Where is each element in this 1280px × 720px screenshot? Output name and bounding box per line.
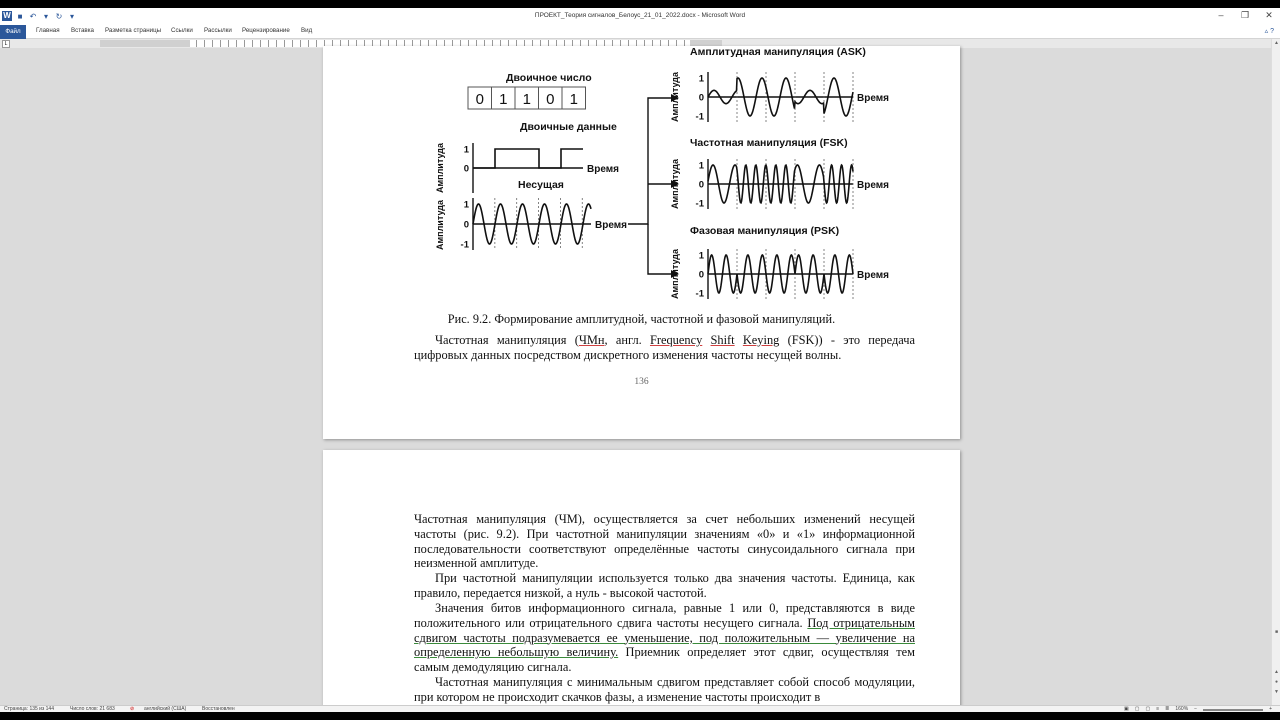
- para-underlined: Под отрицательным сдвигом частоты подразумевается ее уменьшение, под положительным — увеличение на определенную небольшую величину.: [414, 615, 915, 660]
- time-label: Время: [857, 270, 889, 281]
- page-indicator[interactable]: Страница: 135 из 144: [4, 706, 54, 712]
- tick-label: 1: [463, 144, 469, 156]
- close-icon[interactable]: ✕: [1265, 10, 1273, 20]
- tick-label: 1: [698, 73, 704, 85]
- window-title: ПРОЕКТ_Теория сигналов_Белоус_21_01_2022.docx - Microsoft Word: [534, 12, 746, 19]
- zoom-in-icon[interactable]: +: [1269, 706, 1272, 712]
- full-screen-icon[interactable]: ▢: [1134, 706, 1140, 712]
- language-indicator[interactable]: английский (США): [144, 706, 187, 712]
- tab-home[interactable]: Главная: [36, 27, 60, 34]
- undo-dropdown-icon[interactable]: ▾: [43, 11, 48, 21]
- print-layout-icon[interactable]: ▣: [1124, 706, 1129, 712]
- tick-label: 1: [698, 250, 704, 262]
- carrier-label: Несущая: [518, 179, 564, 191]
- tab-review[interactable]: Рецензирование: [242, 27, 290, 34]
- time-label: Время: [595, 220, 627, 231]
- paragraph-2: При частотной манипуляции используется только два значения частоты. Единица, как правило, передается низкой, а нуль - высокой частотой.: [414, 571, 915, 600]
- save-icon[interactable]: ■: [17, 11, 23, 21]
- paragraph-1: Частотная манипуляция (ЧМ), осуществляется за счет небольших изменений несущей частоты (рис. 9.2). При частотной манипуляции значениям «0» и «1» информационной последовательности соответствуют определённые частоты синусоидального сигнала при неизменной амплитуде.: [414, 512, 915, 571]
- amplitude-label: Амплитуда: [670, 72, 680, 122]
- customize-qat-icon[interactable]: ▾: [69, 11, 74, 21]
- next-page-icon[interactable]: ▼: [1274, 689, 1279, 695]
- tab-file[interactable]: Файл: [0, 25, 26, 39]
- tab-page-layout[interactable]: Разметка страницы: [105, 27, 162, 34]
- para-chmn: ЧМн: [578, 333, 605, 347]
- title-bar: [0, 8, 1280, 25]
- tab-insert[interactable]: Вставка: [71, 27, 94, 34]
- paragraph-4: Частотная манипуляция с минимальным сдвигом представляет собой способ модуляции, при котором не происходит скачков фазы, а изменение частоты происходит в: [414, 675, 915, 704]
- tick-label: -1: [695, 288, 704, 300]
- bit-value: 1: [522, 91, 531, 108]
- ask-plot: [670, 71, 889, 122]
- fsk-definition-paragraph: [414, 333, 915, 363]
- prev-page-icon[interactable]: ▲: [1274, 669, 1279, 675]
- tick-label: 0: [698, 269, 704, 281]
- document-page-137[interactable]: [323, 450, 960, 712]
- para-keying: Keying: [742, 333, 780, 347]
- bit-boxes: [468, 87, 586, 109]
- tick-label: 1: [698, 160, 704, 172]
- ruler-left-margin: [100, 40, 190, 47]
- time-label: Время: [857, 180, 889, 191]
- minimize-icon[interactable]: –: [1218, 10, 1224, 20]
- time-label: Время: [587, 164, 619, 175]
- time-label: Время: [857, 93, 889, 104]
- redo-icon[interactable]: ↻: [55, 11, 63, 21]
- para-frequency: Frequency: [649, 333, 703, 347]
- modulation-figure: [433, 46, 889, 308]
- zoom-slider[interactable]: [1203, 709, 1263, 711]
- bit-value: 1: [499, 91, 508, 108]
- draft-icon[interactable]: ≣: [1165, 706, 1170, 712]
- binary-data-waveform: [473, 149, 583, 168]
- tab-references[interactable]: Ссылки: [171, 27, 193, 34]
- word-count[interactable]: Число слов: 21 683: [70, 706, 115, 712]
- tab-view[interactable]: Вид: [301, 27, 313, 34]
- zoom-out-icon[interactable]: −: [1194, 706, 1198, 712]
- para-text: [735, 333, 743, 347]
- ribbon-tabs: [0, 25, 1280, 39]
- amplitude-label: Амплитуда: [435, 143, 445, 193]
- word-logo-icon[interactable]: W: [3, 11, 11, 20]
- fsk-plot: [670, 158, 889, 209]
- scroll-thumb[interactable]: ■: [1274, 629, 1279, 635]
- proofing-icon[interactable]: ⊘: [130, 706, 135, 712]
- minimize-ribbon-icon[interactable]: ▵: [1264, 28, 1269, 35]
- psk-plot: [670, 248, 889, 299]
- outline-icon[interactable]: ≡: [1156, 706, 1160, 712]
- tab-mailings[interactable]: Рассылки: [204, 27, 232, 34]
- tick-label: 0: [698, 179, 704, 191]
- binary-data-label: Двоичные данные: [520, 121, 617, 133]
- amplitude-label: Амплитуда: [670, 159, 680, 209]
- page-number: 136: [634, 377, 649, 387]
- para-text: Частотная манипуляция (: [435, 333, 579, 347]
- recovered-indicator: Восстановлен: [202, 706, 235, 712]
- amplitude-label: Амплитуда: [670, 249, 680, 299]
- arrow-to-ask: [628, 98, 675, 224]
- para-text: [702, 333, 710, 347]
- tick-label: 0: [463, 219, 469, 231]
- view-zoom-controls: [1124, 706, 1272, 713]
- browse-object-icon[interactable]: ●: [1274, 679, 1279, 685]
- psk-waveform: [708, 255, 853, 293]
- para-shift: Shift: [710, 333, 735, 347]
- figure-caption: Рис. 9.2. Формирование амплитудной, частотной и фазовой манипуляций.: [447, 312, 836, 326]
- ask-label: Амплитудная манипуляция (ASK): [690, 46, 866, 58]
- tab-selector-icon[interactable]: L: [2, 40, 10, 48]
- tick-label: 1: [463, 199, 469, 211]
- scroll-up-icon[interactable]: ▲: [1274, 40, 1279, 46]
- bit-value: 1: [569, 91, 578, 108]
- para-text: , англ.: [604, 333, 650, 347]
- help-icon[interactable]: ?: [1270, 28, 1274, 35]
- bit-value: 0: [546, 91, 555, 108]
- document-page-136[interactable]: [323, 46, 960, 439]
- zoom-level[interactable]: 160%: [1175, 706, 1189, 712]
- tick-label: -1: [695, 198, 704, 210]
- paragraph-3: [414, 601, 915, 675]
- fsk-label: Частотная манипуляция (FSK): [690, 137, 848, 149]
- para-text: (FSK)) - это передача цифровых данных посредством дискретного изменения частоты несущей волны.: [414, 333, 915, 362]
- tick-label: -1: [695, 111, 704, 123]
- para-text: Значения битов информационного сигнала, равные 1 или 0, представляются в виде положительного или отрицательного сдвига частоты несущего сигнала.: [414, 601, 915, 630]
- amplitude-label: Амплитуда: [435, 200, 445, 250]
- window-controls: [1216, 10, 1274, 21]
- para-text: Приемник определяет этот сдвиг, осуществляя тем самым демодуляцию сигнала.: [414, 645, 915, 675]
- binary-number-label: Двоичное число: [506, 72, 592, 84]
- web-layout-icon[interactable]: ▢: [1145, 706, 1151, 712]
- word-window: [0, 8, 1280, 712]
- vertical-scrollbar[interactable]: [1271, 39, 1280, 705]
- status-bar: [0, 705, 1280, 712]
- undo-icon[interactable]: ↶: [29, 11, 37, 21]
- tick-label: -1: [460, 239, 469, 251]
- carrier-plot: [435, 198, 627, 251]
- psk-label: Фазовая манипуляция (PSK): [690, 225, 840, 237]
- tick-label: 0: [698, 92, 704, 104]
- bit-value: 0: [475, 91, 484, 108]
- tick-label: 0: [463, 163, 469, 175]
- restore-icon[interactable]: ❐: [1240, 10, 1250, 20]
- ribbon-options: [1265, 27, 1274, 35]
